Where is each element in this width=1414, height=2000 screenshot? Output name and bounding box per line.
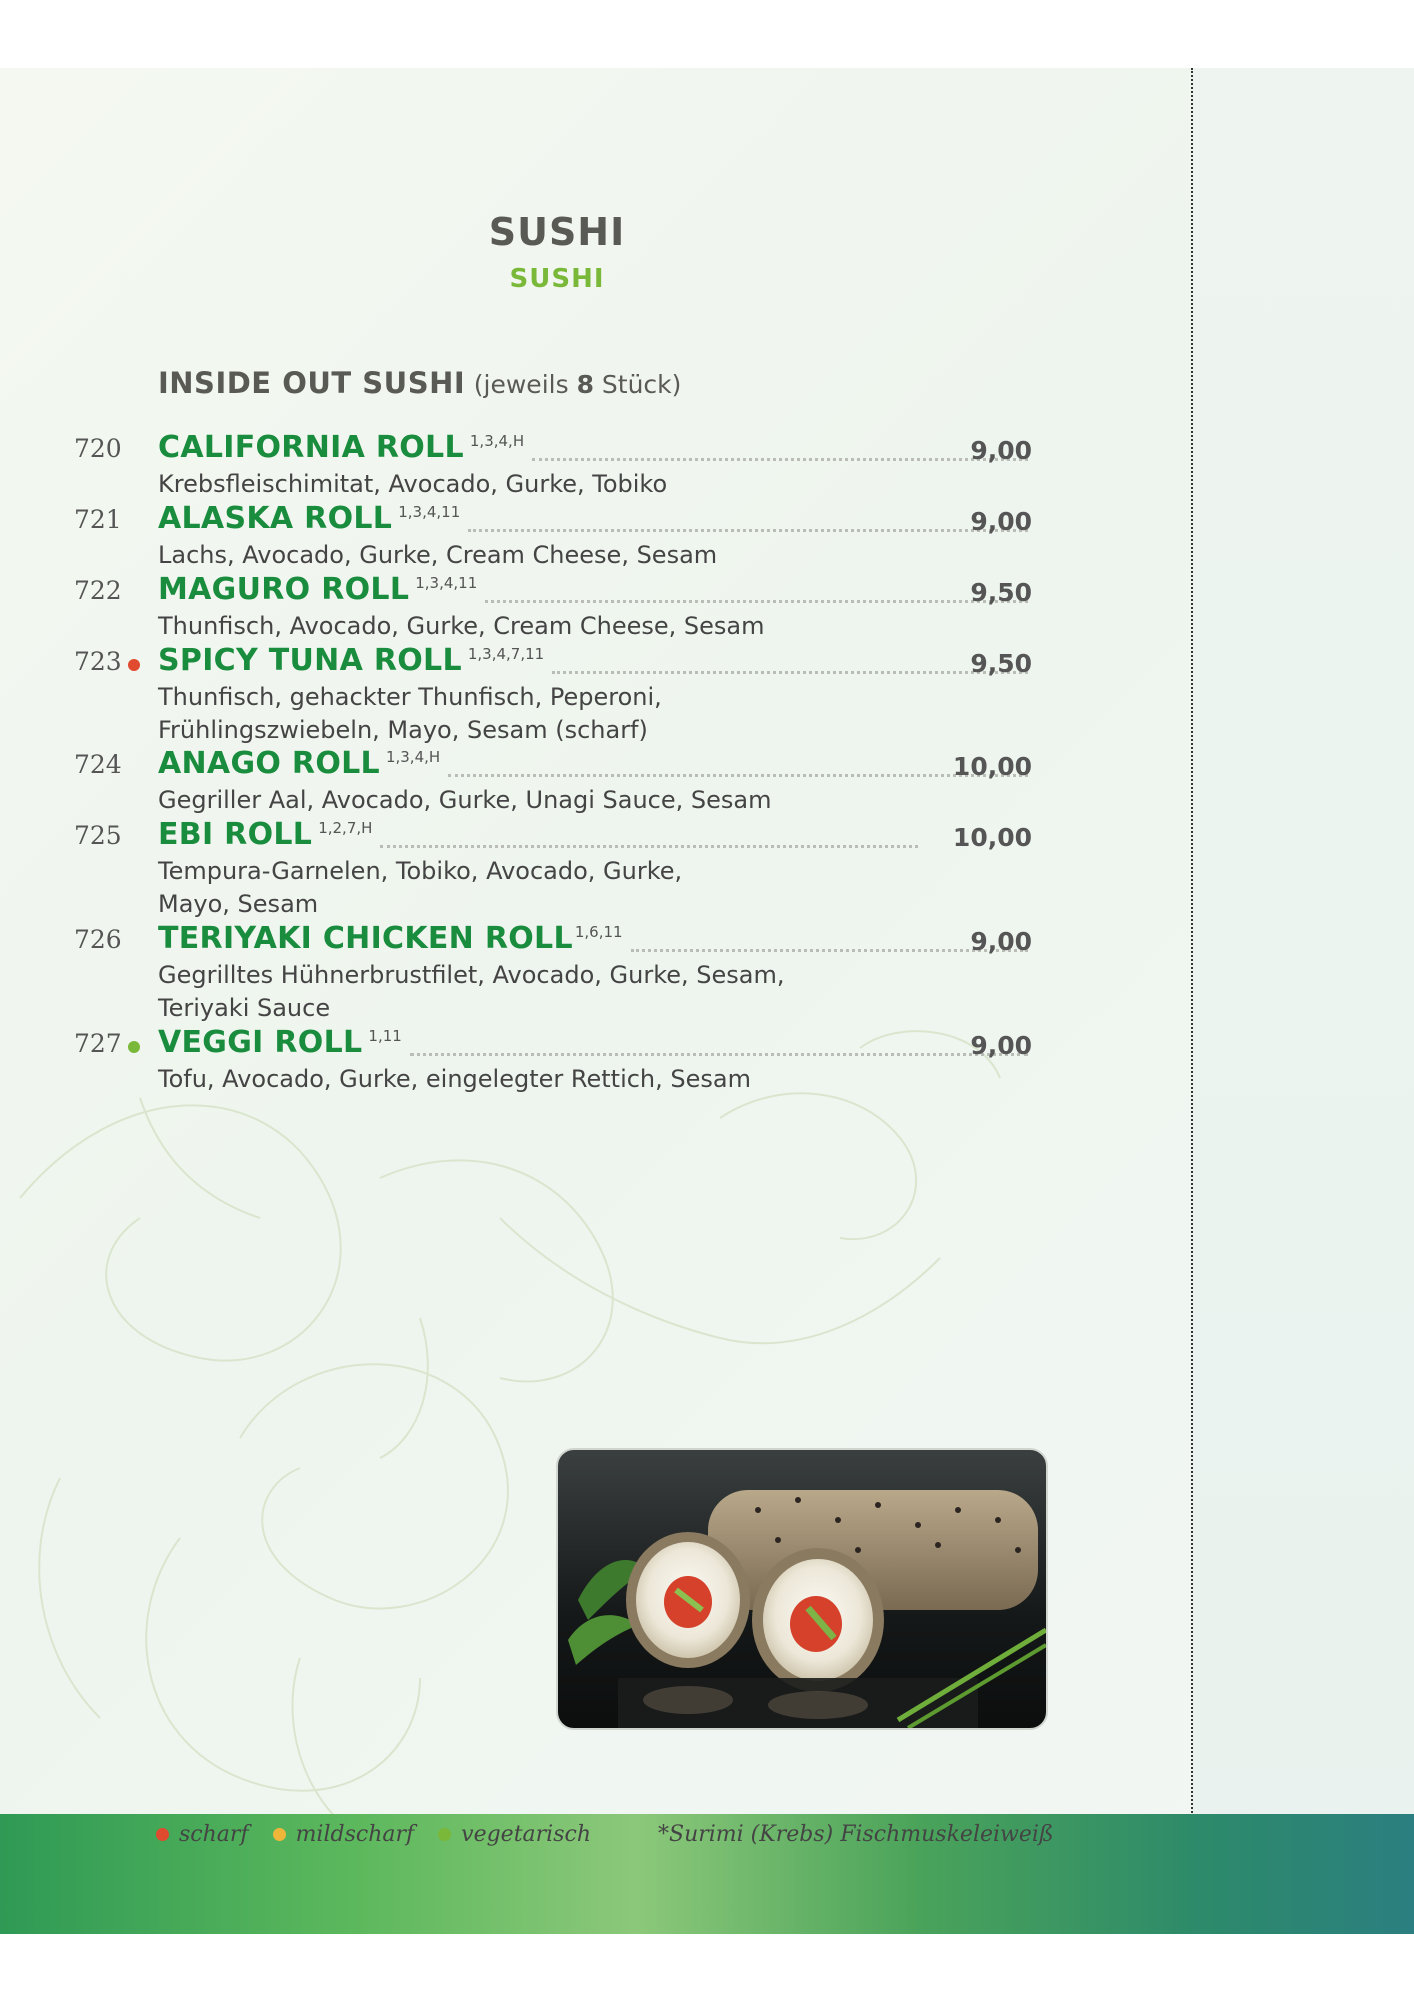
section-piece-count: 8 xyxy=(576,370,594,399)
red-dot-icon xyxy=(156,1828,169,1841)
legend-item-mildscharf xyxy=(273,1822,415,1847)
legend-item-vegetarisch xyxy=(438,1822,591,1847)
legend-label: vegetarisch xyxy=(461,1822,591,1847)
item-name: ANAGO ROLL xyxy=(158,746,380,781)
item-allergens: 1,3,4,7,11 xyxy=(467,645,545,663)
item-number: 724 xyxy=(74,750,122,779)
floral-line-art-background xyxy=(0,1018,1100,1868)
item-price: 9,00 xyxy=(970,927,1032,956)
item-number: 722 xyxy=(74,576,122,605)
item-name-line xyxy=(158,430,1036,466)
item-number: 721 xyxy=(74,505,122,534)
section-title: INSIDE OUT SUSHI xyxy=(158,366,466,400)
item-name-line xyxy=(158,572,1036,608)
dot-leader xyxy=(380,817,918,848)
item-price: 9,00 xyxy=(970,1031,1032,1060)
item-description: Thunfisch, gehackter Thunfisch, Peperoni, Frühlingszwiebeln, Mayo, Sesam (scharf) xyxy=(158,683,662,744)
legend-label: mildscharf xyxy=(295,1822,415,1847)
sushi-rolls-illustration xyxy=(558,1450,1046,1728)
item-price: 10,00 xyxy=(952,823,1032,852)
legend-item-scharf xyxy=(156,1822,249,1847)
section-heading xyxy=(158,366,681,400)
item-description: Tempura-Garnelen, Tobiko, Avocado, Gurke, Mayo, Sesam xyxy=(158,857,683,918)
item-number: 723 xyxy=(74,647,122,676)
item-allergens: 1,6,11 xyxy=(574,923,623,941)
section-note xyxy=(474,370,682,399)
item-name: SPICY TUNA ROLL xyxy=(158,643,462,678)
item-number: 727 xyxy=(74,1029,122,1058)
item-allergens: 1,11 xyxy=(368,1027,402,1045)
item-allergens: 1,3,4,H xyxy=(469,432,525,450)
item-number: 726 xyxy=(74,925,122,954)
item-name: EBI ROLL xyxy=(158,817,313,852)
item-name-line xyxy=(158,746,1036,782)
item-description: Tofu, Avocado, Gurke, eingelegter Rettich, Sesam xyxy=(158,1065,751,1093)
item-price: 9,50 xyxy=(970,578,1032,607)
green-dot-icon xyxy=(438,1828,451,1841)
section-note-open: (jeweils xyxy=(473,370,577,399)
item-name-line xyxy=(158,1025,1036,1061)
section-note-close: Stück) xyxy=(593,370,682,399)
item-price: 9,50 xyxy=(970,649,1032,678)
item-price: 9,00 xyxy=(970,436,1032,465)
legend xyxy=(156,1822,591,1847)
item-name-line xyxy=(158,817,926,853)
item-name: VEGGI ROLL xyxy=(158,1025,363,1060)
item-description: Krebsfleischimitat, Avocado, Gurke, Tobiko xyxy=(158,470,668,498)
item-allergens: 1,3,4,11 xyxy=(415,574,478,592)
item-description: Lachs, Avocado, Gurke, Cream Cheese, Sesam xyxy=(158,541,718,569)
item-description: Gegrilltes Hühnerbrustfilet, Avocado, Gurke, Sesam, Teriyaki Sauce xyxy=(158,961,785,1022)
item-name: CALIFORNIA ROLL xyxy=(158,430,464,465)
item-allergens: 1,2,7,H xyxy=(318,819,373,837)
item-name: ALASKA ROLL xyxy=(158,501,393,536)
item-name-line xyxy=(158,643,1036,679)
item-name: MAGURO ROLL xyxy=(158,572,410,607)
side-panel xyxy=(1192,68,1414,1882)
item-number: 725 xyxy=(74,821,122,850)
legend-label: scharf xyxy=(179,1822,249,1847)
sushi-photo xyxy=(556,1448,1048,1730)
item-description: Thunfisch, Avocado, Gurke, Cream Cheese, Sesam xyxy=(158,612,765,640)
item-number: 720 xyxy=(74,434,122,463)
scharf-marker-icon xyxy=(128,659,140,671)
item-allergens: 1,3,4,H xyxy=(385,748,441,766)
dotted-divider xyxy=(1191,68,1193,1882)
item-price: 10,00 xyxy=(952,752,1032,781)
item-name-line xyxy=(158,501,1036,537)
page-subtitle: SUSHI xyxy=(509,264,605,294)
item-allergens: 1,3,4,11 xyxy=(398,503,461,521)
item-description: Gegriller Aal, Avocado, Gurke, Unagi Sauce, Sesam xyxy=(158,786,772,814)
page-title: SUSHI xyxy=(488,210,626,254)
item-name: TERIYAKI CHICKEN ROLL xyxy=(158,921,573,956)
item-price: 9,00 xyxy=(970,507,1032,536)
item-name-line xyxy=(158,921,1036,957)
yellow-dot-icon xyxy=(273,1828,286,1841)
footnote: *Surimi (Krebs) Fischmuskeleiweiß xyxy=(658,1822,1054,1847)
vegetarian-marker-icon xyxy=(128,1041,140,1053)
